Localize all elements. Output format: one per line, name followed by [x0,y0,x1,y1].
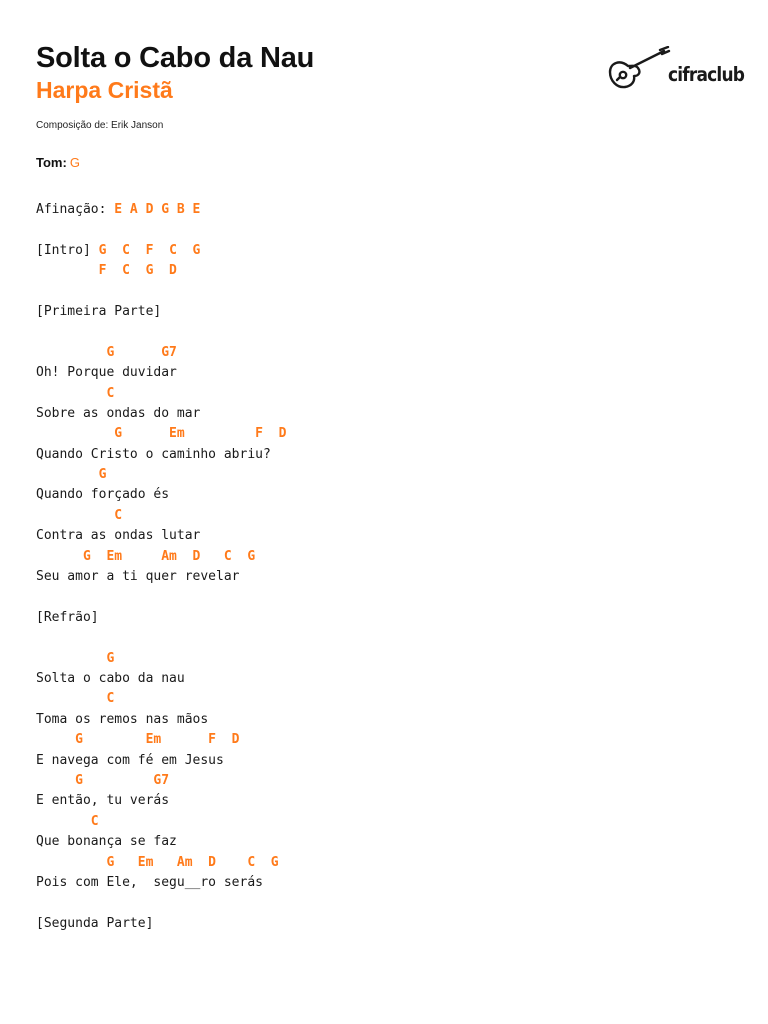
artist-name[interactable]: Harpa Cristã [36,77,173,103]
lyric-line: Quando forçado és [36,487,170,503]
section-label: [Refrão] [36,609,99,625]
chord-line [36,506,286,526]
chord-text[interactable]: C [36,385,115,401]
blank-line [36,893,286,913]
guitar-logo-icon [606,46,672,94]
chord-line [36,465,286,485]
lyric-line: Seu amor a ti quer revelar [36,569,240,585]
chord-text[interactable]: G G7 [36,772,170,788]
section-label: [Segunda Parte] [36,915,154,931]
chord-line [36,261,286,281]
lyric-line: Que bonança se faz [36,834,177,850]
label-chord-line [36,241,286,261]
blank-line [36,628,286,648]
chord-text[interactable]: G G7 [36,344,177,360]
cifraclub-logo[interactable] [606,46,745,94]
chord-text[interactable]: G Em F D [36,732,240,748]
chord-line [36,771,286,791]
blank-line [36,282,286,302]
tom-label: Tom: [36,155,67,170]
chord-text[interactable]: E A D G B E [114,202,201,217]
chord-line [36,649,286,669]
lyric-line: E então, tu verás [36,793,170,809]
chord-text[interactable]: C [36,813,99,829]
line-label: Afinação: [36,202,115,217]
chord-text[interactable]: G [36,650,115,666]
chord-line [36,547,286,567]
chord-text[interactable]: G C F C G [98,242,201,258]
lyric-line: E navega com fé em Jesus [36,752,224,768]
lyric-line: Toma os remos nas mãos [36,711,209,727]
blank-line [36,322,286,342]
song-title: Solta o Cabo da Nau [36,42,315,74]
tom-key[interactable]: G [69,155,80,170]
lyric-line: Quando Cristo o caminho abriu? [36,446,271,462]
chord-line [36,853,286,873]
chord-text[interactable]: C [36,507,123,523]
lyric-line: Oh! Porque duvidar [36,365,177,381]
chord-text[interactable]: G Em Am D C G [36,854,279,870]
chord-text[interactable]: G Em F D [36,426,287,442]
chord-line [36,384,286,404]
section-label: [Primeira Parte] [36,303,162,319]
chord-line [36,689,286,709]
chord-line [36,812,286,832]
composer-credit: Composição de: Erik Janson [36,120,164,131]
lyric-line: Solta o cabo da nau [36,670,185,686]
chord-sheet [36,200,286,934]
lyric-line: Contra as ondas lutar [36,528,201,544]
lyric-line: Sobre as ondas do mar [36,405,201,421]
chord-text[interactable]: G [36,467,107,483]
blank-line [36,587,286,607]
chord-text[interactable]: G Em Am D C G [36,548,256,564]
tom-line [36,155,80,170]
lyric-line: Pois com Ele, segu__ro serás [36,874,263,890]
line-label: [Intro] [36,242,99,258]
chord-text[interactable]: F C G D [36,263,177,279]
label-chord-line [36,200,286,220]
chord-line [36,343,286,363]
chord-line [36,424,286,444]
chord-line [36,730,286,750]
blank-line [36,220,286,240]
chord-text[interactable]: C [36,691,115,707]
brand-wordmark: cifraclub [668,63,745,87]
